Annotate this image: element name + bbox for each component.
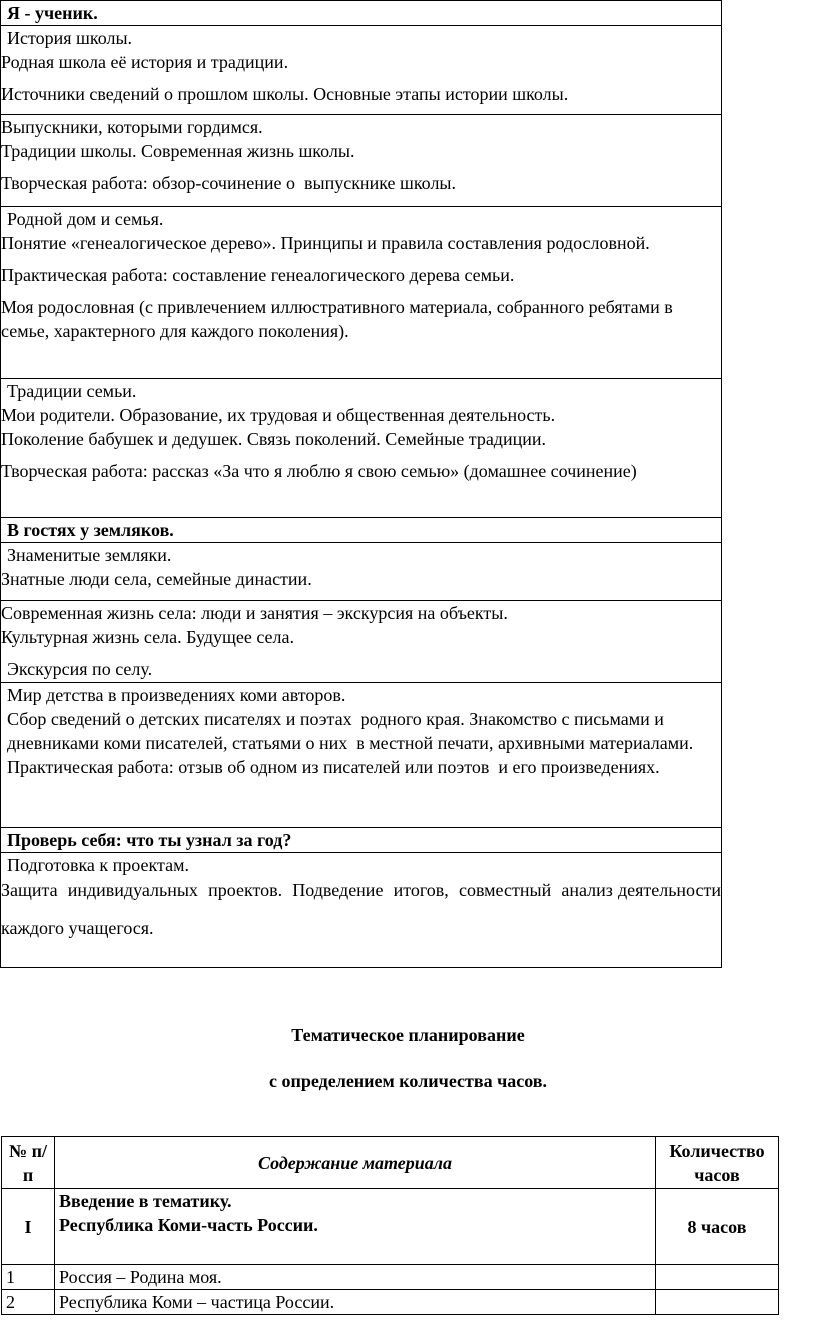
row-hours: [656, 1290, 779, 1315]
topics-row: [1, 207, 722, 379]
section-title: Я - ученик.: [7, 3, 98, 23]
topic-text: Творческая работа: обзор-сочинение о выпускнике школы.: [1, 173, 457, 193]
section-title: Проверь себя: что ты узнал за год?: [7, 830, 292, 850]
row-content: Россия – Родина моя.: [55, 1265, 656, 1290]
section-title: В гостях у земляков.: [7, 520, 174, 540]
plan-table: [1, 1136, 779, 1315]
topics-row: [1, 1, 722, 26]
plan-subheading: с определением количества часов.: [269, 1071, 547, 1091]
topics-row: [1, 601, 722, 683]
row-num: 1: [2, 1265, 55, 1290]
header-num: № п/п: [2, 1137, 55, 1189]
topic-title: Родной дом и семья.: [7, 209, 164, 229]
topics-row: [1, 543, 722, 601]
table-row: [2, 1290, 779, 1315]
topic-text: Экскурсия по селу.: [7, 659, 153, 679]
topic-title: Знаменитые земляки.: [7, 545, 172, 565]
topics-row: [1, 683, 722, 828]
topic-text: Практическая работа: составление генеалогического дерева семьи.: [1, 265, 515, 285]
section-content: [55, 1189, 656, 1265]
plan-heading: Тематическое планирование: [291, 1025, 525, 1045]
topic-title: Современная жизнь села: люди и занятия – экскурсия на объекты.: [1, 603, 508, 623]
topic-text: Культурная жизнь села. Будущее села.: [1, 627, 295, 647]
topics-row: [1, 518, 722, 543]
topic-title: История школы.: [7, 28, 133, 48]
topic-text: Традиции школы. Современная жизнь школы.: [1, 141, 355, 161]
section-title-line2: Республика Коми-часть России.: [59, 1215, 318, 1235]
topic-text: Понятие «генеалогическое дерево». Принципы и правила составления родословной.: [1, 233, 650, 253]
topic-text: Защита индивидуальных проектов. Подведение итогов, совместный анализ деятельности каждого учащегося.: [1, 880, 726, 938]
topic-title: Выпускники, которыми гордимся.: [1, 117, 263, 137]
topics-row: [1, 26, 722, 115]
header-content: Содержание материала: [55, 1137, 656, 1189]
topic-title: Мир детства в произведениях коми авторов.: [7, 685, 346, 705]
row-num: 2: [2, 1290, 55, 1315]
topic-text: Сбор сведений о детских писателях и поэтах родного края. Знакомство с письмами и дневниками коми писателей, статьями о них в местной печати, архивными материалами.: [7, 709, 694, 753]
topic-text: Знатные люди села, семейные династии.: [1, 569, 312, 589]
section-num: I: [2, 1189, 55, 1265]
topics-row: [1, 115, 722, 207]
topic-title: Традиции семьи.: [7, 381, 137, 401]
header-hours: Количество часов: [656, 1137, 779, 1189]
row-hours: [656, 1265, 779, 1290]
topic-text: Практическая работа: отзыв об одном из писателей или поэтов и его произведениях.: [7, 757, 660, 777]
topics-row: [1, 853, 726, 968]
topic-title: Подготовка к проектам.: [7, 855, 189, 875]
table-row: [2, 1265, 779, 1290]
topic-text: Родная школа её история и традиции.: [1, 52, 289, 72]
row-content: Республика Коми – частица России.: [55, 1290, 656, 1315]
topics-row: [1, 828, 722, 853]
section-hours: 8 часов: [656, 1189, 779, 1265]
topic-text: Творческая работа: рассказ «За что я люблю я свою семью» (домашнее сочинение): [1, 461, 637, 481]
topic-text: Мои родители. Образование, их трудовая и общественная деятельность.: [1, 405, 556, 425]
topic-text: Моя родословная (с привлечением иллюстративного материала, собранного ребятами в семье, характерного для каждого поколения).: [1, 297, 678, 341]
section-title-line1: Введение в тематику.: [59, 1191, 232, 1211]
topic-text: Источники сведений о прошлом школы. Основные этапы истории школы.: [1, 84, 569, 104]
topic-text: Поколение бабушек и дедушек. Связь поколений. Семейные традиции.: [1, 429, 547, 449]
topics-row: [1, 379, 722, 518]
